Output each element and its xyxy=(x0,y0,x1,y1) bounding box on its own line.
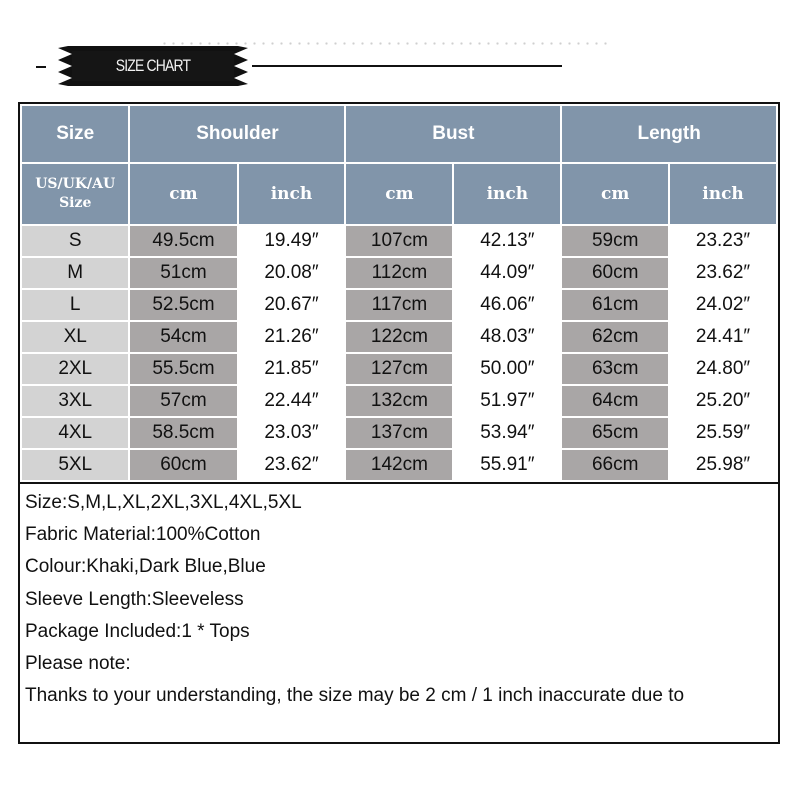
length-inch: 25.98″ xyxy=(669,449,777,481)
shoulder-cm: 55.5cm xyxy=(129,353,237,385)
left-dash xyxy=(36,66,46,68)
length-inch: 23.62″ xyxy=(669,257,777,289)
bust-inch: 48.03″ xyxy=(453,321,561,353)
size-label: 4XL xyxy=(21,417,129,449)
header-size-label: Size xyxy=(59,195,92,211)
bust-inch: 44.09″ xyxy=(453,257,561,289)
length-cm: 62cm xyxy=(561,321,669,353)
table-row xyxy=(21,321,777,353)
bust-inch: 46.06″ xyxy=(453,289,561,321)
table-row xyxy=(21,353,777,385)
bust-cm: 142cm xyxy=(345,449,453,481)
header-rule xyxy=(252,65,562,67)
unit-cm: cm xyxy=(345,163,453,225)
bust-cm: 107cm xyxy=(345,225,453,257)
table-row xyxy=(21,257,777,289)
bust-cm: 127cm xyxy=(345,353,453,385)
length-inch: 24.80″ xyxy=(669,353,777,385)
length-inch: 24.02″ xyxy=(669,289,777,321)
size-table xyxy=(20,104,778,482)
size-label: L xyxy=(21,289,129,321)
note-sleeve: Sleeve Length:Sleeveless xyxy=(25,589,244,610)
shoulder-inch: 19.49″ xyxy=(238,225,346,257)
bust-cm: 122cm xyxy=(345,321,453,353)
length-inch: 24.41″ xyxy=(669,321,777,353)
bust-inch: 50.00″ xyxy=(453,353,561,385)
shoulder-inch: 21.26″ xyxy=(238,321,346,353)
bust-cm: 137cm xyxy=(345,417,453,449)
note-accuracy: Thanks to your understanding, the size may be 2 cm / 1 inch inaccurate due to xyxy=(25,685,685,706)
unit-inch: inch xyxy=(453,163,561,225)
header-shoulder: Shoulder xyxy=(129,105,345,163)
bust-inch: 51.97″ xyxy=(453,385,561,417)
shoulder-inch: 20.08″ xyxy=(238,257,346,289)
header-region-size xyxy=(21,163,129,225)
shoulder-inch: 23.03″ xyxy=(238,417,346,449)
title-banner xyxy=(58,46,248,86)
length-inch: 25.59″ xyxy=(669,417,777,449)
size-label: 2XL xyxy=(21,353,129,385)
bust-inch: 55.91″ xyxy=(453,449,561,481)
bust-cm: 112cm xyxy=(345,257,453,289)
length-cm: 66cm xyxy=(561,449,669,481)
header-bust: Bust xyxy=(345,105,561,163)
unit-inch: inch xyxy=(238,163,346,225)
unit-inch: inch xyxy=(669,163,777,225)
shoulder-inch: 20.67″ xyxy=(238,289,346,321)
note-package: Package Included:1 * Tops xyxy=(25,621,250,642)
note-colour: Colour:Khaki,Dark Blue,Blue xyxy=(25,556,266,577)
dotted-divider xyxy=(160,42,610,45)
header-size: Size xyxy=(21,105,129,163)
note-sizes: Size:S,M,L,XL,2XL,3XL,4XL,5XL xyxy=(25,492,302,513)
size-label: 3XL xyxy=(21,385,129,417)
shoulder-cm: 51cm xyxy=(129,257,237,289)
shoulder-inch: 23.62″ xyxy=(238,449,346,481)
length-cm: 61cm xyxy=(561,289,669,321)
table-row xyxy=(21,289,777,321)
size-chart-table-frame xyxy=(18,102,780,484)
length-cm: 60cm xyxy=(561,257,669,289)
table-unit-row xyxy=(21,163,777,225)
size-label: S xyxy=(21,225,129,257)
length-cm: 59cm xyxy=(561,225,669,257)
bust-inch: 42.13″ xyxy=(453,225,561,257)
shoulder-cm: 58.5cm xyxy=(129,417,237,449)
bust-cm: 117cm xyxy=(345,289,453,321)
length-cm: 63cm xyxy=(561,353,669,385)
size-label: 5XL xyxy=(21,449,129,481)
product-notes-box xyxy=(18,482,780,744)
note-please-note: Please note: xyxy=(25,653,131,674)
shoulder-cm: 52.5cm xyxy=(129,289,237,321)
table-row xyxy=(21,225,777,257)
length-cm: 64cm xyxy=(561,385,669,417)
unit-cm: cm xyxy=(561,163,669,225)
shoulder-cm: 49.5cm xyxy=(129,225,237,257)
length-inch: 25.20″ xyxy=(669,385,777,417)
unit-cm: cm xyxy=(129,163,237,225)
table-row xyxy=(21,417,777,449)
length-inch: 23.23″ xyxy=(669,225,777,257)
shoulder-cm: 60cm xyxy=(129,449,237,481)
table-header-row xyxy=(21,105,777,163)
size-chart-header xyxy=(0,0,800,100)
size-label: M xyxy=(21,257,129,289)
table-row xyxy=(21,449,777,481)
shoulder-cm: 54cm xyxy=(129,321,237,353)
shoulder-inch: 21.85″ xyxy=(238,353,346,385)
length-cm: 65cm xyxy=(561,417,669,449)
bust-inch: 53.94″ xyxy=(453,417,561,449)
shoulder-cm: 57cm xyxy=(129,385,237,417)
size-label: XL xyxy=(21,321,129,353)
header-length: Length xyxy=(561,105,777,163)
bust-cm: 132cm xyxy=(345,385,453,417)
table-row xyxy=(21,385,777,417)
header-region-label: US/UK/AU xyxy=(35,176,116,192)
note-fabric: Fabric Material:100%Cotton xyxy=(25,524,261,545)
banner-title: SIZE CHART xyxy=(115,56,191,75)
shoulder-inch: 22.44″ xyxy=(238,385,346,417)
